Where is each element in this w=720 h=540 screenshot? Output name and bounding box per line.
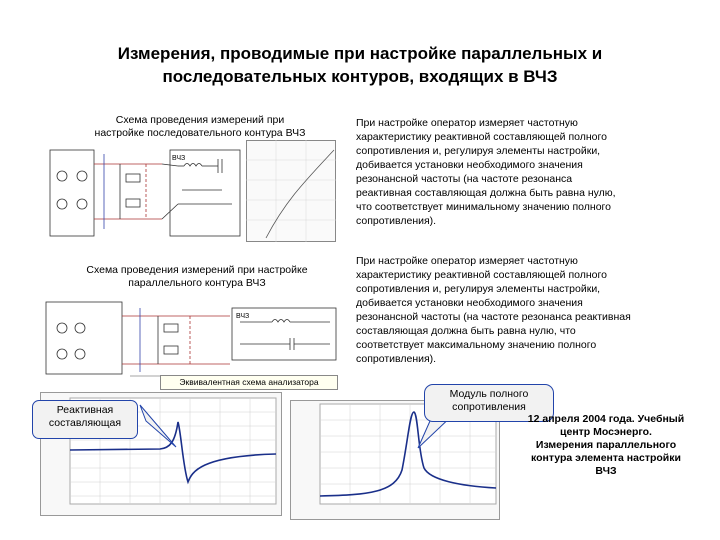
page-title bbox=[40, 42, 680, 88]
series-text-line: что соответствует минимальному значению полного bbox=[356, 201, 611, 213]
modulus-callout-line-1: Модуль полного bbox=[449, 388, 529, 400]
parallel-text-line: сопротивления и, регулируя элементы настройки, bbox=[356, 283, 601, 295]
parallel-caption-line-2: параллельного контура ВЧЗ bbox=[128, 277, 266, 289]
footer-note bbox=[508, 413, 704, 478]
parallel-text-line: характеристику реактивной составляющей полного bbox=[356, 269, 607, 281]
parallel-description bbox=[356, 254, 708, 366]
series-caption-line-2: настройке последовательного контура ВЧЗ bbox=[94, 127, 306, 139]
parallel-caption-line-1: Схема проведения измерений при настройке bbox=[86, 264, 308, 276]
parallel-text-line: резонансной частоты (на частоте резонанса реактивная bbox=[356, 311, 631, 323]
parallel-text-line: соответствует максимальному значению полного bbox=[356, 339, 597, 351]
footer-line: контура элемента настройки bbox=[531, 452, 681, 464]
parallel-vchz-label: ВЧЗ bbox=[236, 313, 250, 320]
footer-line: 12 апреля 2004 года. Учебный bbox=[527, 413, 685, 425]
parallel-text-line: При настройке оператор измеряет частотную bbox=[356, 255, 578, 267]
footer-line: ВЧЗ bbox=[595, 465, 617, 477]
parallel-text-line: добивается установки необходимого значения bbox=[356, 297, 583, 309]
series-scheme-caption bbox=[60, 114, 340, 140]
title-line-1: Измерения, проводимые при настройке параллельных и bbox=[117, 44, 603, 63]
footer-line: центр Мосэнерго. bbox=[560, 426, 652, 438]
reactive-callout-line-2: составляющая bbox=[48, 417, 122, 429]
parallel-text-line: сопротивления). bbox=[356, 353, 437, 365]
parallel-circuit-diagram bbox=[40, 298, 340, 378]
series-text-line: характеристику реактивной составляющей полного bbox=[356, 131, 607, 143]
series-circuit-diagram bbox=[42, 144, 242, 240]
series-text-line: сопротивления и, регулируя элементы настройки, bbox=[356, 145, 601, 157]
footer-line: Измерения параллельного bbox=[535, 439, 677, 451]
series-text-line: добивается установки необходимого значения bbox=[356, 159, 583, 171]
parallel-scheme-caption bbox=[52, 264, 342, 290]
series-response-plot bbox=[246, 140, 336, 242]
equivalent-circuit-label: Эквивалентная схема анализатора bbox=[160, 375, 338, 390]
series-text-line: реактивная составляющая должна быть равна нулю, bbox=[356, 187, 616, 199]
modulus-callout-line-2: сопротивления bbox=[452, 401, 526, 413]
reactive-callout bbox=[32, 400, 138, 439]
series-description bbox=[356, 116, 708, 228]
parallel-text-line: составляющая должна быть равна нулю, что bbox=[356, 325, 576, 337]
series-caption-line-1: Схема проведения измерений при bbox=[115, 114, 285, 126]
series-vchz-label: ВЧЗ bbox=[172, 155, 186, 162]
title-line-2: последовательных контуров, входящих в ВЧЗ bbox=[162, 67, 558, 86]
series-text-line: резонансной частоты (на частоте резонанса bbox=[356, 173, 573, 185]
series-text-line: сопротивления). bbox=[356, 215, 437, 227]
series-text-line: При настройке оператор измеряет частотную bbox=[356, 117, 578, 129]
reactive-callout-line-1: Реактивная bbox=[56, 404, 114, 416]
